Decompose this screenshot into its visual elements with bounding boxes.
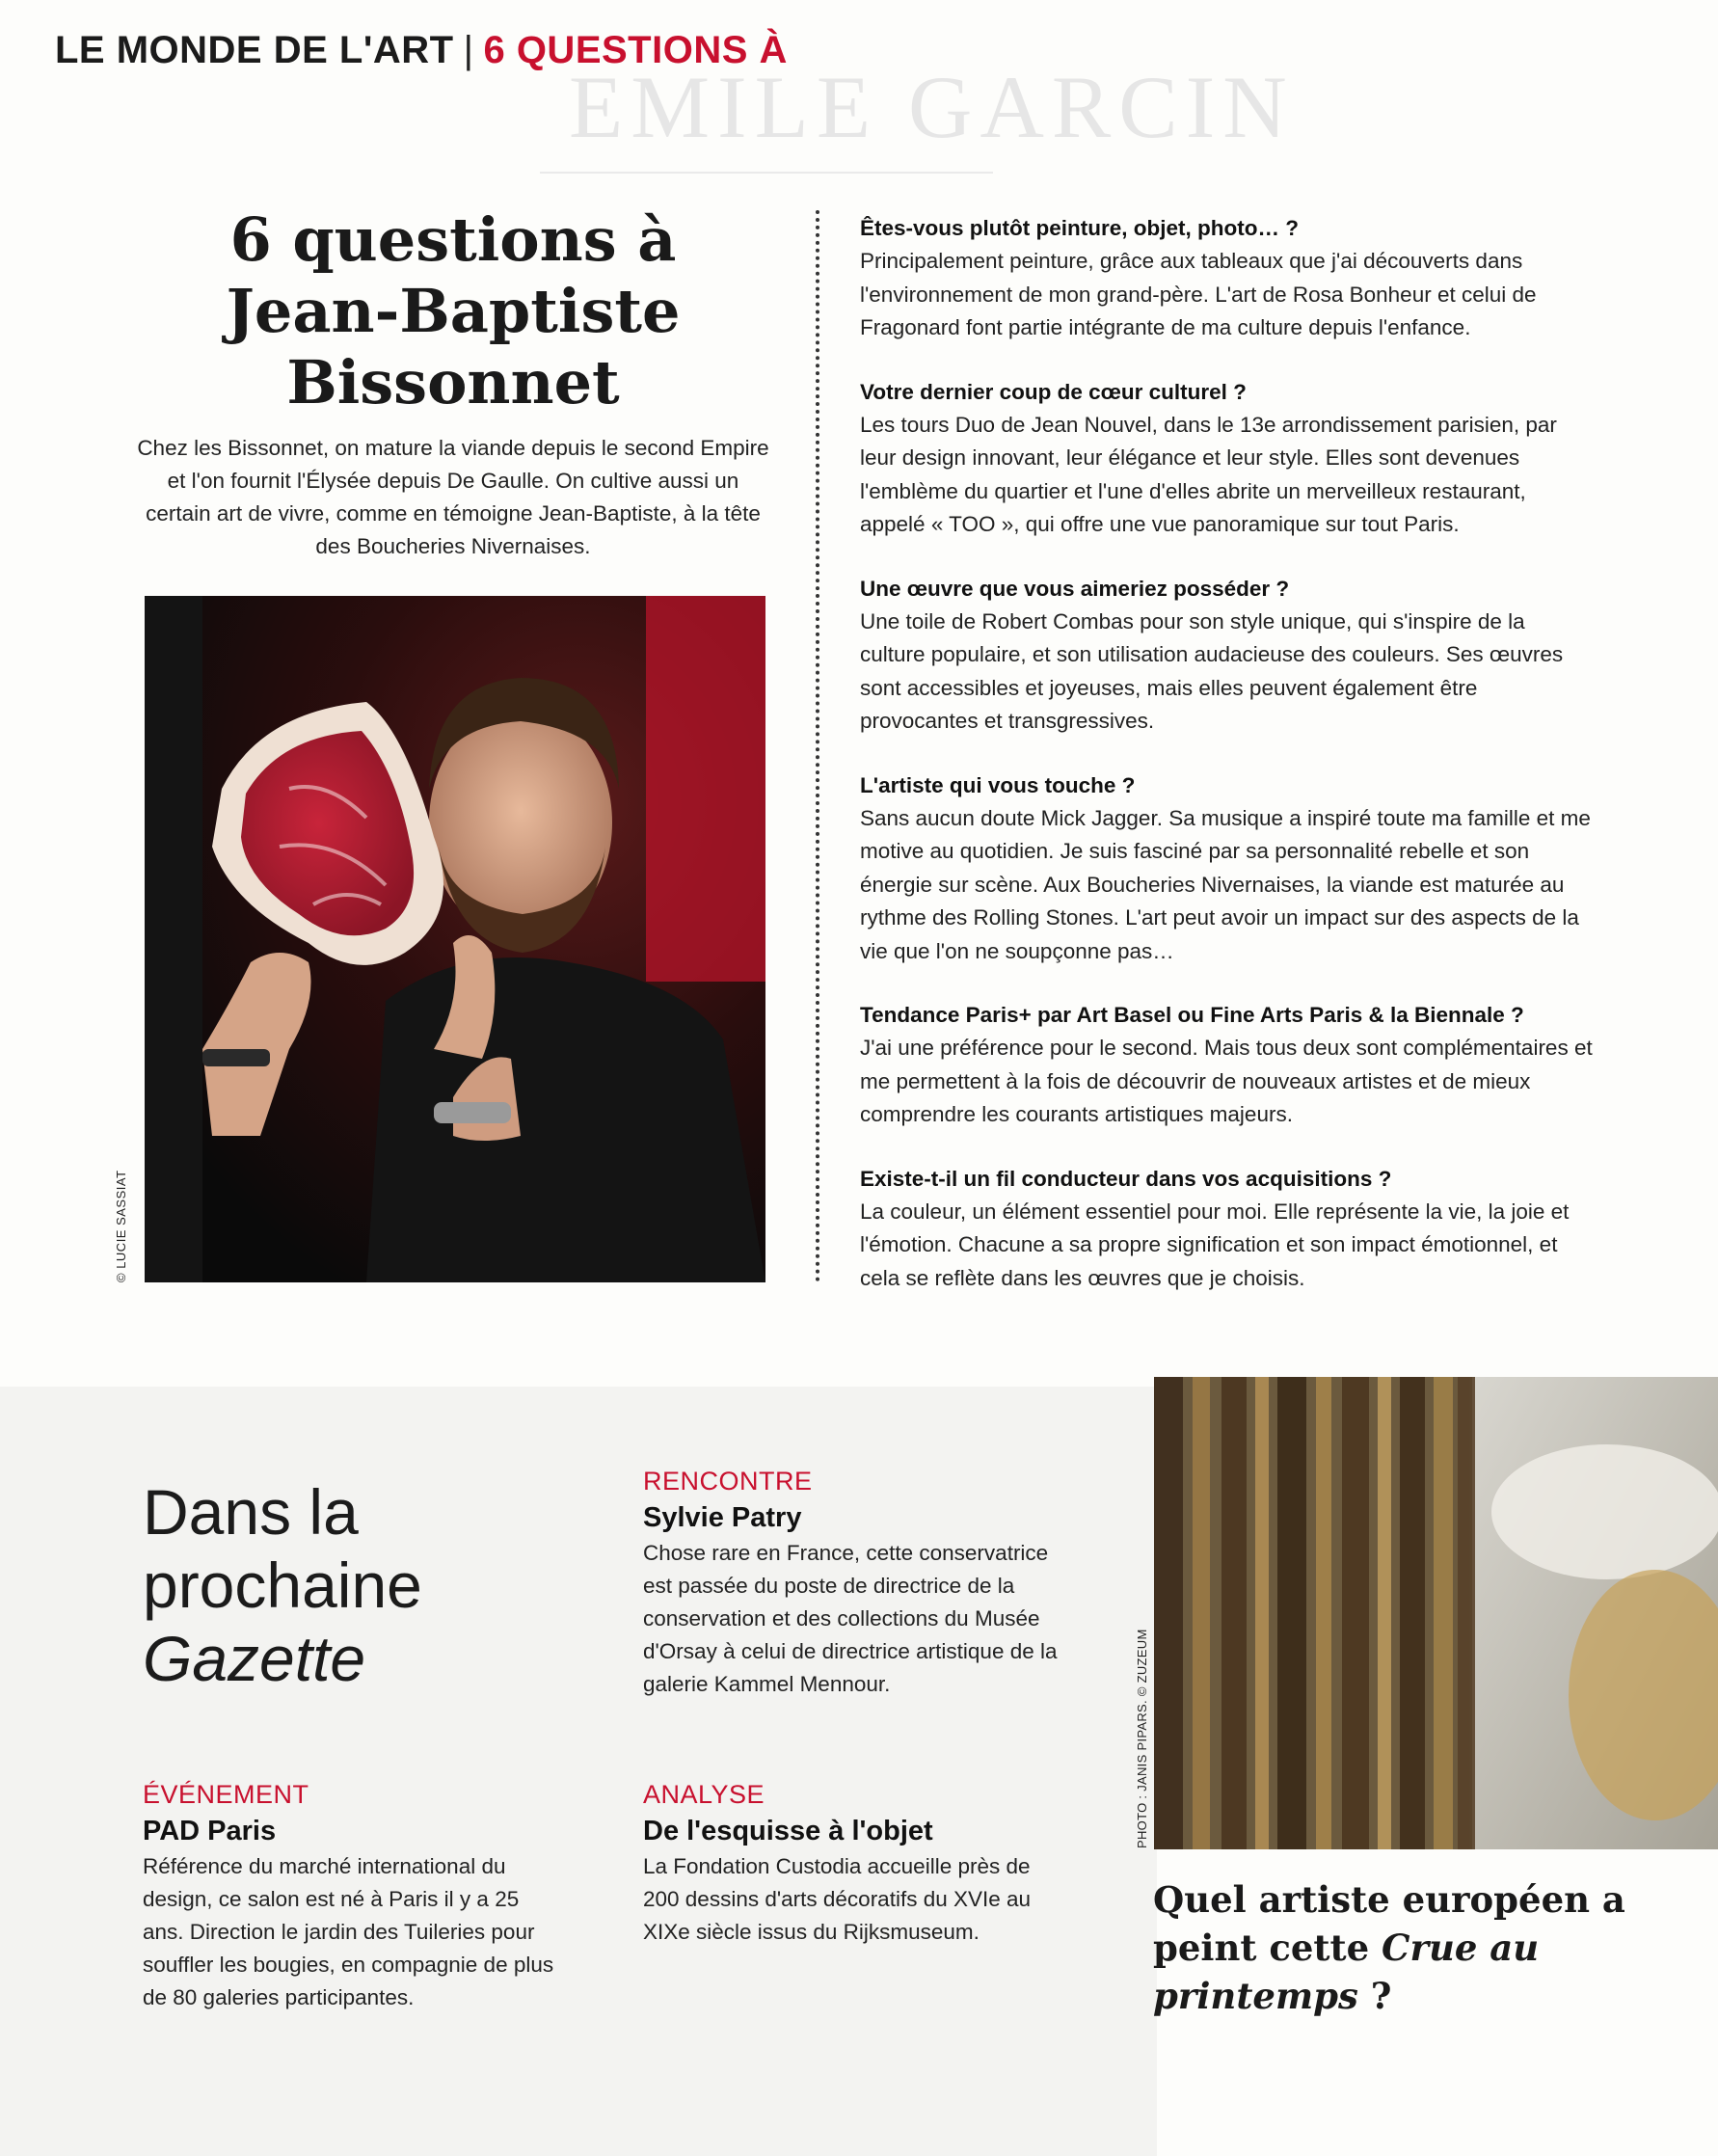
qa-item <box>860 376 1593 542</box>
teaser-evenement <box>143 1777 557 2014</box>
column-divider <box>816 210 819 1282</box>
answer: Une toile de Robert Combas pour son style unique, qui s'inspire de la culture populaire, et son utilisation audacieuse des couleurs. Ses œuvres sont accessibles et joyeuses, mais elles peuvent également être provocantes et transgressives. <box>860 608 1564 733</box>
painting-illustration <box>1154 1377 1718 1849</box>
quiz-text-1: Quel artiste européen a peint cette <box>1153 1878 1625 1969</box>
question: Une œuvre que vous aimeriez posséder ? <box>860 576 1290 601</box>
answer: La couleur, un élément essentiel pour moi. Elle représente la vie, la joie et l'émotion. Chacune a sa propre signification et son impact émotionnel, et cela se reflète dans les œuvres que je choisis. <box>860 1199 1570 1290</box>
next-title-line-2: prochaine <box>143 1550 422 1621</box>
answer: J'ai une préférence pour le second. Mais tous deux sont complémentaires et me permettent à la fois de découvrir de nouveaux artistes et de mieux comprendre les courants artistiques majeurs. <box>860 1036 1593 1126</box>
show-through-rule <box>540 172 993 174</box>
question: Tendance Paris+ par Art Basel ou Fine Arts Paris & la Biennale ? <box>860 1003 1524 1027</box>
quiz-question <box>1153 1875 1693 2020</box>
teaser-heading: Sylvie Patry <box>643 1502 802 1533</box>
question: L'artiste qui vous touche ? <box>860 772 1136 797</box>
quiz-artwork-title: Crue au printemps <box>1153 1927 1540 2017</box>
teaser-body: Chose rare en France, cette conservatrice est passée du poste de directrice de la conservation et des collections du Musée d'Orsay à celui de directrice artistique de la galerie Kammel Mennour. <box>643 1541 1058 1696</box>
teaser-kicker: ÉVÉNEMENT <box>143 1780 309 1809</box>
question: Votre dernier coup de cœur culturel ? <box>860 379 1247 404</box>
portrait-photo <box>145 596 765 1282</box>
qa-column <box>860 212 1593 1326</box>
photo-credit: © LUCIE SASSIAT <box>114 1170 128 1282</box>
answer: Les tours Duo de Jean Nouvel, dans le 13e arrondissement parisien, par leur design innovant, leur élégance et leur style. Elles sont devenues l'emblème du quartier et l'une d'elles abrite un merveilleux restaurant, appelé « TOO », qui offre une vue panoramique sur tout Paris. <box>860 412 1557 536</box>
teaser-body: La Fondation Custodia accueille près de 200 dessins d'arts décoratifs du XVIe au XIXe siècle issus du Rijksmuseum. <box>643 1854 1032 1944</box>
next-issue-title <box>143 1475 422 1695</box>
answer: Principalement peinture, grâce aux tableaux que j'ai découverts dans l'environnement de mon grand-père. L'art de Rosa Bonheur et celui de Fragonard font partie intégrante de ma culture depuis l'enfance. <box>860 249 1537 339</box>
show-through-text: EMILE GARCIN <box>569 58 1295 156</box>
qa-item <box>860 573 1593 739</box>
section-name: LE MONDE DE L'ART <box>55 29 454 71</box>
portrait-illustration <box>145 596 765 1282</box>
teaser-kicker: ANALYSE <box>643 1780 765 1809</box>
next-title-line-1: Dans la <box>143 1476 359 1548</box>
teaser-rencontre <box>643 1464 1067 1701</box>
answer: Sans aucun doute Mick Jagger. Sa musique a inspiré toute ma famille et me motive au quotidien. Je suis fasciné par sa personnalité rebelle et son énergie sur scène. Aux Boucheries Nivernaises, la viande est maturée au rythme des Rolling Stones. L'art peut avoir un impact sur des aspects de la vie que l'on ne soupçonne pas… <box>860 805 1591 963</box>
title-line-1: 6 questions à <box>229 204 677 275</box>
title-line-2: Jean-Baptiste <box>226 276 681 346</box>
teaser-kicker: RENCONTRE <box>643 1467 813 1496</box>
quiz-text-2: ? <box>1357 1975 1392 2017</box>
painting-credit: PHOTO : JANIS PIPARS. © ZUZEUM <box>1135 1629 1149 1848</box>
question: Existe-t-il un fil conducteur dans vos acquisitions ? <box>860 1166 1392 1191</box>
qa-item <box>860 999 1593 1132</box>
next-title-line-3: Gazette <box>143 1623 366 1694</box>
qa-item <box>860 1163 1593 1296</box>
article-intro: Chez les Bissonnet, on mature la viande depuis le second Empire et l'on fournit l'Élysée depuis De Gaulle. On cultive aussi un certain art de vivre, comme en témoigne Jean-Baptiste, à la tête des Boucheries Nivernaises. <box>137 436 769 558</box>
teaser-heading: De l'esquisse à l'objet <box>643 1816 933 1846</box>
teaser-analyse <box>643 1777 1048 1949</box>
rubric-name: 6 QUESTIONS À <box>483 29 788 71</box>
qa-item <box>860 212 1593 345</box>
article-title <box>145 204 762 418</box>
question: Êtes-vous plutôt peinture, objet, photo… ? <box>860 216 1299 240</box>
title-line-3: Bissonnet <box>286 347 620 418</box>
header-separator: | <box>463 29 474 71</box>
qa-item <box>860 769 1593 969</box>
teaser-heading: PAD Paris <box>143 1816 277 1846</box>
teaser-body: Référence du marché international du design, ce salon est né à Paris il y a 25 ans. Direction le jardin des Tuileries pour souffler les bougies, en compagnie de plus de 80 galeries participantes. <box>143 1854 554 2009</box>
quiz-painting <box>1154 1377 1718 1849</box>
